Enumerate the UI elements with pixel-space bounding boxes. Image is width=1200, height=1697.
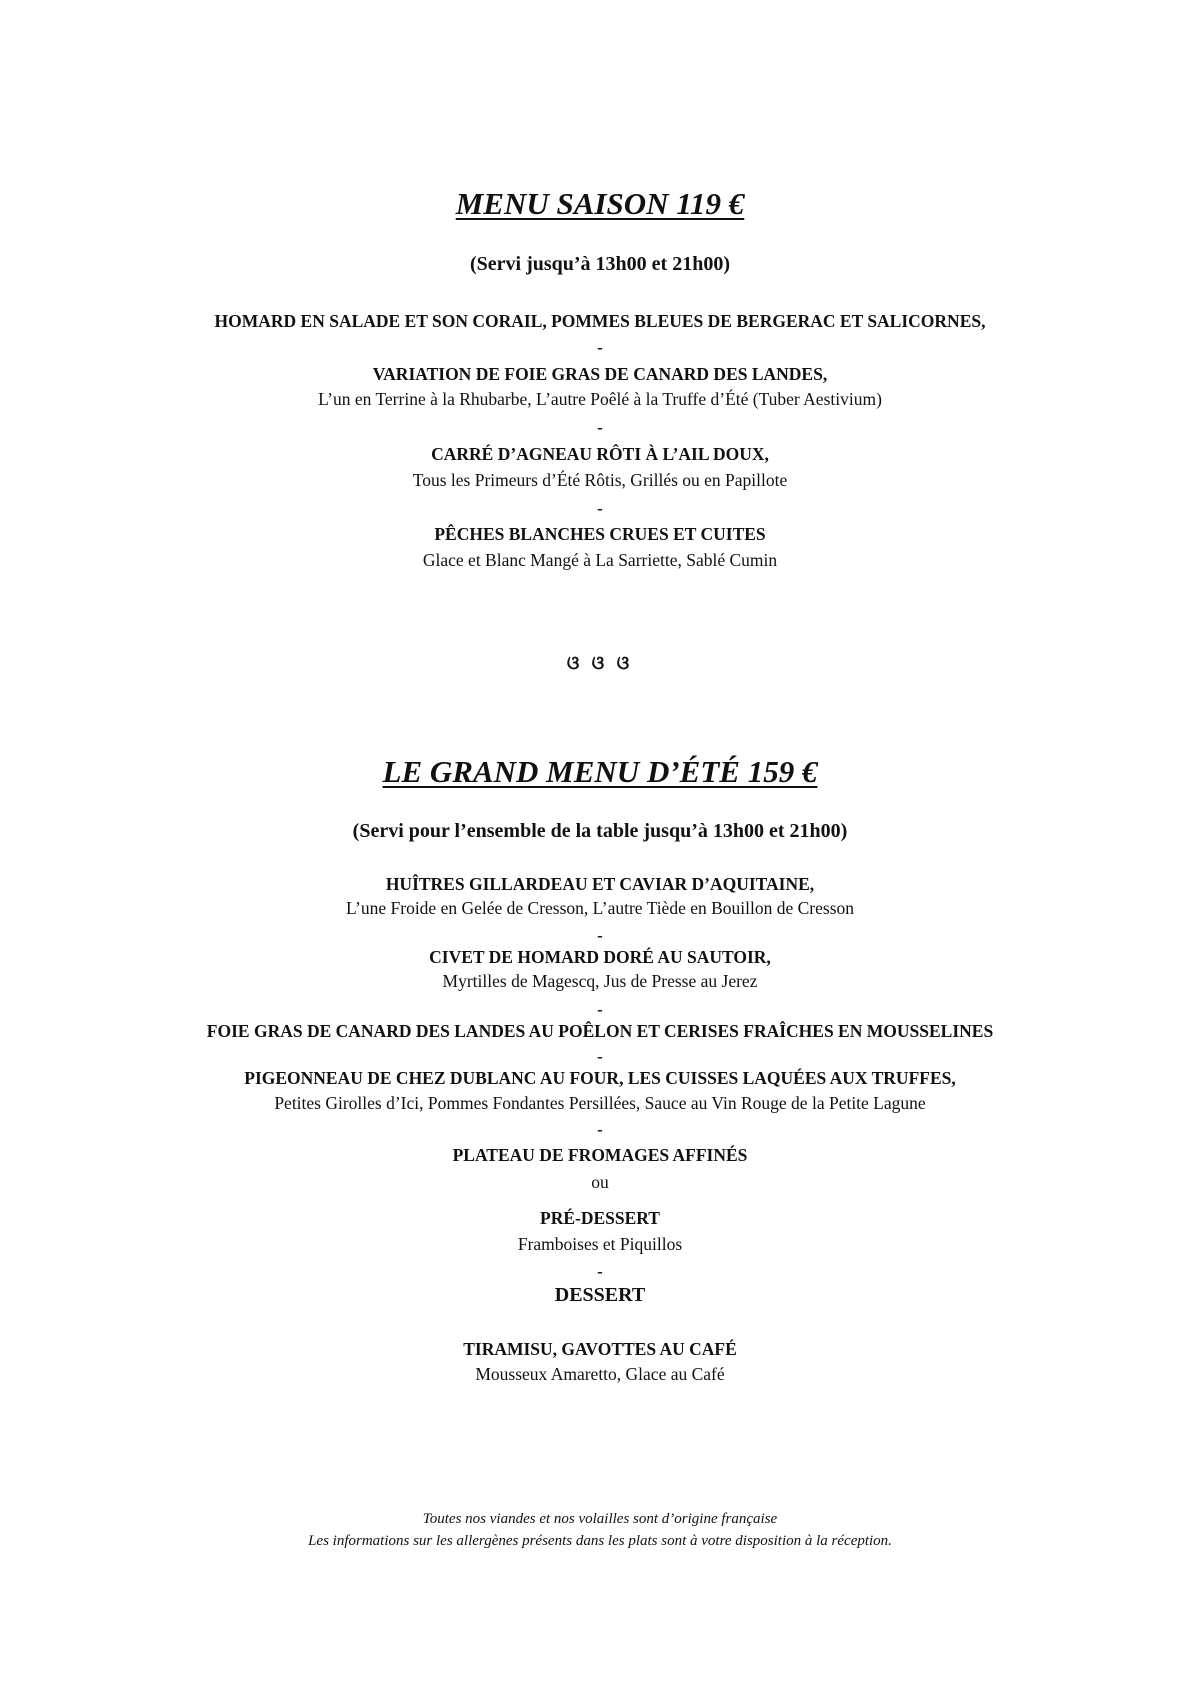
grand-menu-course-6-desc: Framboises et Piquillos — [517, 1234, 683, 1254]
footer-allergen-note: Les informations sur les allergènes présents dans les plats sont à votre disposition à la réception. — [308, 1533, 892, 1549]
menu-saison-course-1: HOMARD EN SALADE ET SON CORAIL, POMMES BLEUES DE BERGERAC ET SALICORNES, — [214, 311, 986, 331]
course-separator: - — [597, 1047, 603, 1066]
course-separator: - — [597, 338, 603, 357]
course-separator: - — [597, 1000, 603, 1019]
grand-menu-dessert: TIRAMISU, GAVOTTES AU CAFÉ — [463, 1339, 737, 1359]
course-separator: - — [597, 418, 603, 437]
grand-menu-course-2: CIVET DE HOMARD DORÉ AU SAUTOIR, — [429, 947, 771, 967]
grand-menu-course-6: PRÉ-DESSERT — [540, 1208, 660, 1228]
course-separator: - — [597, 499, 603, 518]
grand-menu-course-3: FOIE GRAS DE CANARD DES LANDES AU POÊLON ET CERISES FRAÎCHES EN MOUSSELINES — [206, 1021, 994, 1041]
grand-menu-dessert-heading: DESSERT — [554, 1284, 646, 1306]
grand-menu-dessert-desc: Mousseux Amaretto, Glace au Café — [475, 1364, 725, 1384]
menu-saison-course-4: PÊCHES BLANCHES CRUES ET CUITES — [434, 524, 766, 544]
menu-saison-course-3-desc: Tous les Primeurs d’Été Rôtis, Grillés ou en Papillote — [412, 470, 788, 490]
menu-saison-served: (Servi jusqu’à 13h00 et 21h00) — [469, 253, 730, 275]
grand-menu-course-4-desc: Petites Girolles d’Ici, Pommes Fondantes Persillées, Sauce au Vin Rouge de la Petite Lagune — [274, 1093, 926, 1113]
grand-menu-course-1: HUÎTRES GILLARDEAU ET CAVIAR D’AQUITAINE, — [385, 874, 815, 894]
course-separator: - — [597, 926, 603, 945]
grand-menu-or-text: ou — [591, 1172, 609, 1192]
grand-menu-course-4: PIGEONNEAU DE CHEZ DUBLANC AU FOUR, LES CUISSES LAQUÉES AUX TRUFFES, — [244, 1068, 956, 1088]
grand-menu-title: LE GRAND MENU D’ÉTÉ 159 € — [382, 754, 818, 789]
course-separator: - — [597, 1262, 603, 1281]
menu-saison-course-2-desc: L’un en Terrine à la Rhubarbe, L’autre Poêlé à la Truffe d’Été (Tuber Aestivium) — [318, 389, 882, 409]
grand-menu-course-1-desc: L’une Froide en Gelée de Cresson, L’autre Tiède en Bouillon de Cresson — [345, 898, 855, 918]
footer-origin-note: Toutes nos viandes et nos volailles sont d’origine française — [422, 1511, 778, 1527]
menu-saison-course-2: VARIATION DE FOIE GRAS DE CANARD DES LANDES, — [372, 364, 828, 384]
grand-menu-served: (Servi pour l’ensemble de la table jusqu’à 13h00 et 21h00) — [352, 820, 848, 842]
ornament-divider: ଓ ଓ ଓ — [566, 653, 634, 673]
grand-menu-course-2-desc: Myrtilles de Magescq, Jus de Presse au Jerez — [442, 971, 758, 991]
menu-saison-course-3: CARRÉ D’AGNEAU RÔTI À L’AIL DOUX, — [431, 444, 769, 464]
menu-saison-title: MENU SAISON 119 € — [455, 186, 745, 221]
grand-menu-course-5: PLATEAU DE FROMAGES AFFINÉS — [452, 1145, 748, 1165]
course-separator: - — [597, 1120, 603, 1139]
menu-saison-course-4-desc: Glace et Blanc Mangé à La Sarriette, Sablé Cumin — [422, 550, 778, 570]
